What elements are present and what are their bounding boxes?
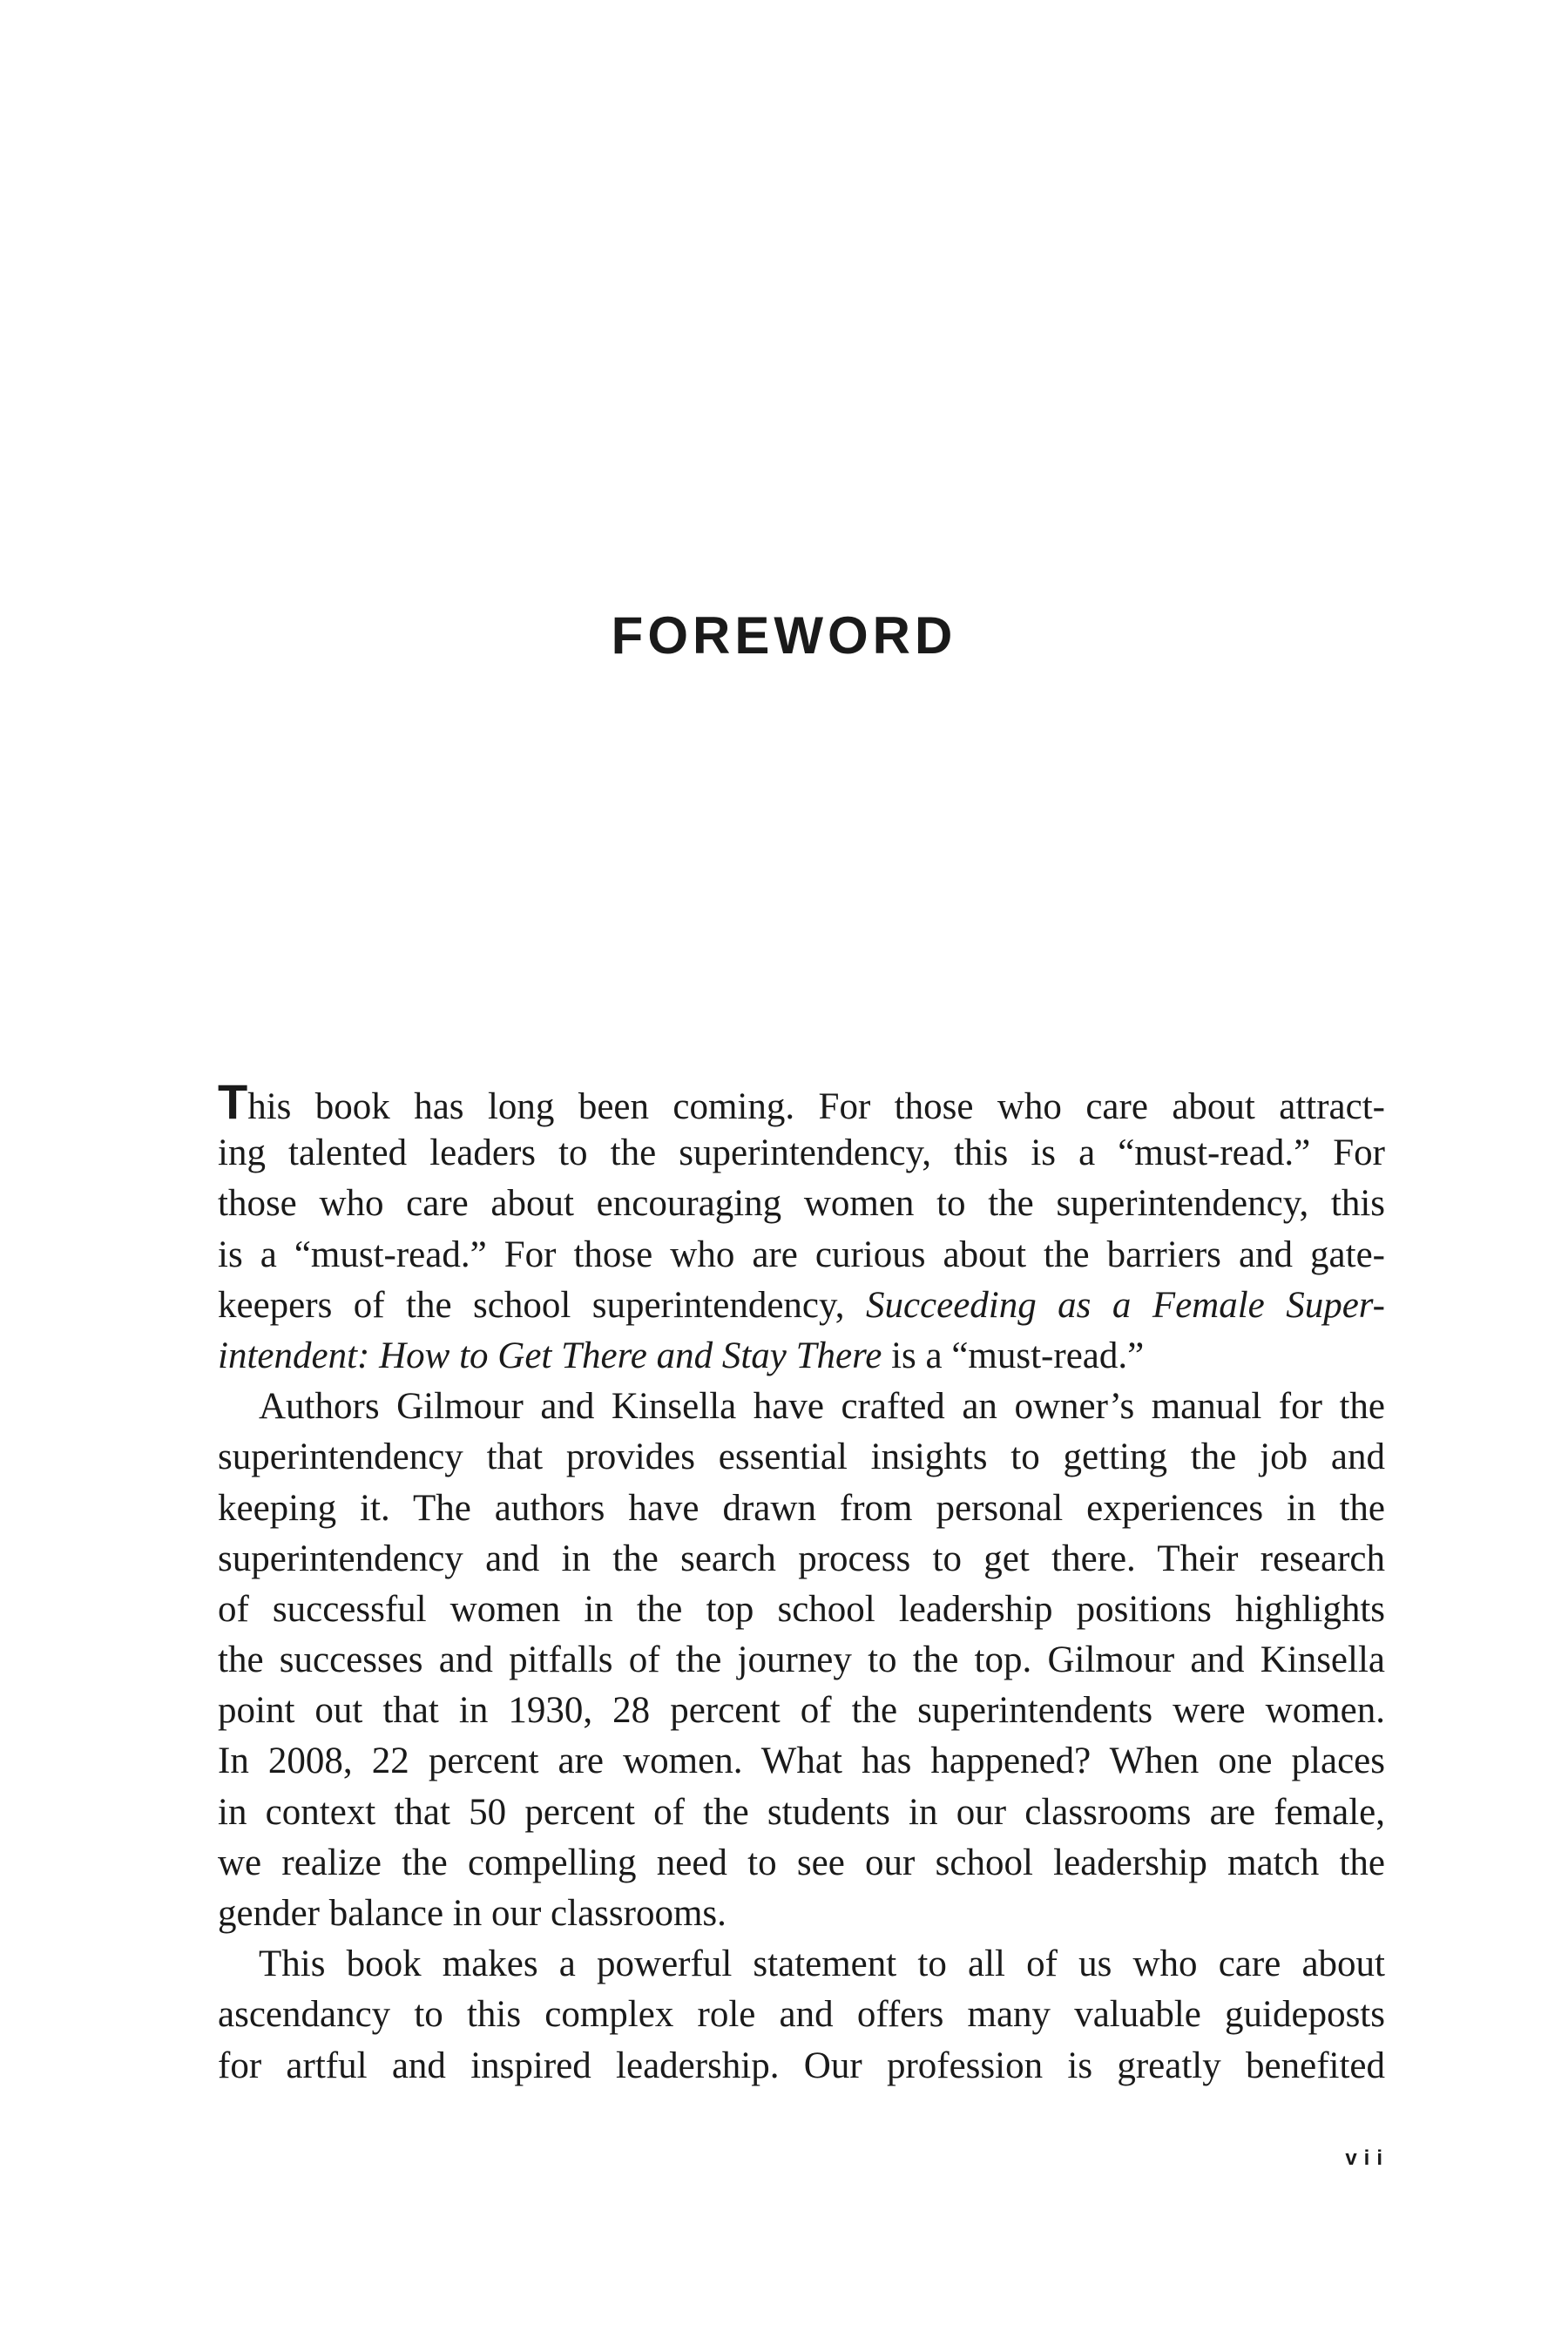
- book-title-italic: intendent: How to Get There and Stay There: [218, 1335, 882, 1376]
- text-line: gender balance in our classrooms.: [218, 1893, 727, 1934]
- text-line: Authors Gilmour and Kinsella have crafted an owner’s manual for the: [259, 1386, 1385, 1428]
- text-line: superintendency and in the search process to get there. Their research: [218, 1538, 1385, 1579]
- text-line: for artful and inspired leadership. Our profession is greatly benefited: [218, 2044, 1385, 2086]
- chapter-heading: FOREWORD: [611, 606, 957, 665]
- page-number: vii: [1345, 2146, 1389, 2170]
- text-line: intendent: How to Get There and Stay There is a “must-read.”: [218, 1335, 1145, 1376]
- text-line: This book makes a powerful statement to all of us who care about: [259, 1943, 1385, 1985]
- paragraph-2: [218, 1382, 1385, 1939]
- text-line: This book has long been coming. For those who care about attract-: [218, 1074, 1385, 1129]
- text-line: of successful women in the top school leadership positions highlights: [218, 1588, 1385, 1630]
- text-line: keepers of the school superintendency, Succeeding as a Female Super-: [218, 1284, 1385, 1326]
- paragraph-3: [218, 1939, 1385, 2092]
- text-line: those who care about encouraging women to the superintendency, this: [218, 1183, 1385, 1225]
- text-line: ascendancy to this complex role and offers many valuable guideposts: [218, 1994, 1385, 2036]
- text-line: In 2008, 22 percent are women. What has happened? When one places: [218, 1740, 1385, 1782]
- text-line: superintendency that provides essential insights to getting the job and: [218, 1436, 1385, 1478]
- text-line: the successes and pitfalls of the journey to the top. Gilmour and Kinsella: [218, 1639, 1385, 1681]
- text-line: in context that 50 percent of the students in our classrooms are female,: [218, 1791, 1385, 1833]
- foreword-body: [218, 1074, 1385, 2092]
- text-line: ing talented leaders to the superintendency, this is a “must-read.” For: [218, 1132, 1385, 1174]
- drop-cap: T: [218, 1074, 248, 1129]
- text-line: point out that in 1930, 28 percent of the superintendents were women.: [218, 1690, 1385, 1732]
- text-line: keeping it. The authors have drawn from personal experiences in the: [218, 1487, 1385, 1529]
- paragraph-1: [218, 1074, 1385, 1382]
- book-title-italic: Succeeding as a Female Super-: [865, 1284, 1385, 1326]
- text-line: is a “must-read.” For those who are curious about the barriers and gate-: [218, 1233, 1385, 1275]
- text-line: we realize the compelling need to see our school leadership match the: [218, 1842, 1385, 1883]
